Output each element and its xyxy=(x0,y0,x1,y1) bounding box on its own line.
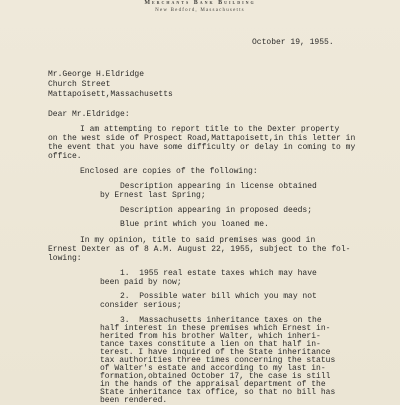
item-line: 3. Massachusetts inheritance taxes on the xyxy=(120,316,322,325)
letter-date: October 19, 1955. xyxy=(252,38,334,47)
item-line: been paid by now; xyxy=(100,278,182,287)
item-line: half interest in these premises which Ernest in- xyxy=(100,324,331,333)
paragraph-line: the event that you have some difficulty or delay in coming to my xyxy=(48,143,356,152)
item-line: 2. Possible water bill which you may not xyxy=(120,292,317,301)
item-line: consider serious; xyxy=(100,301,182,310)
item-line: herited from his brother Walter, which inheri- xyxy=(100,332,321,341)
enclosed-intro: Enclosed are copies of the following: xyxy=(80,167,258,176)
enclosure-item: Description appearing in proposed deeds; xyxy=(120,206,313,215)
opinion-line: lowing: xyxy=(48,254,82,263)
opinion-line: Ernest Dexter as of 8 A.M. August 22, 1955, subject to the fol- xyxy=(48,245,351,254)
item-line: of Walter's estate and according to my last in- xyxy=(100,364,326,373)
paragraph-line: I am attempting to report title to the Dexter property xyxy=(80,125,340,134)
item-line: tax authorities three times concerning the status xyxy=(100,356,336,365)
addressee-city: Mattapoisett,Massachusetts xyxy=(48,90,173,99)
paragraph-line: office. xyxy=(48,152,82,161)
addressee-street: Church Street xyxy=(48,80,111,89)
enclosure-item: Blue print which you loaned me. xyxy=(120,220,269,229)
enclosure-item: by Ernest last Spring; xyxy=(100,191,206,200)
item-line: 1. 1955 real estate taxes which may have xyxy=(120,269,317,278)
letterhead-building: Merchants Bank Building xyxy=(144,0,256,6)
item-line: tance taxes constitute a lien on that half in- xyxy=(100,340,321,349)
salutation: Dear Mr.Eldridge: xyxy=(48,110,130,119)
item-line: in the hands of the appraisal department of the xyxy=(100,380,326,389)
paragraph-line: on the west side of Prospect Road,Mattapoisett,in this letter in xyxy=(48,134,356,143)
item-line: formation,obtained October 17, the case is still xyxy=(100,372,331,381)
addressee-name: Mr.George H.Eldridge xyxy=(48,70,145,79)
item-line: been rendered. xyxy=(100,396,168,405)
letterhead-city: New Bedford, Massachusetts xyxy=(155,8,245,13)
letterhead xyxy=(0,0,400,14)
enclosure-item: Description appearing in license obtained xyxy=(120,182,317,191)
item-line: terest. I have inquired of the State inheritance xyxy=(100,348,331,357)
opinion-line: In my opinion, title to said premises was good in xyxy=(80,236,316,245)
item-line: State inheritance tax office, so that no bill has xyxy=(100,388,336,397)
